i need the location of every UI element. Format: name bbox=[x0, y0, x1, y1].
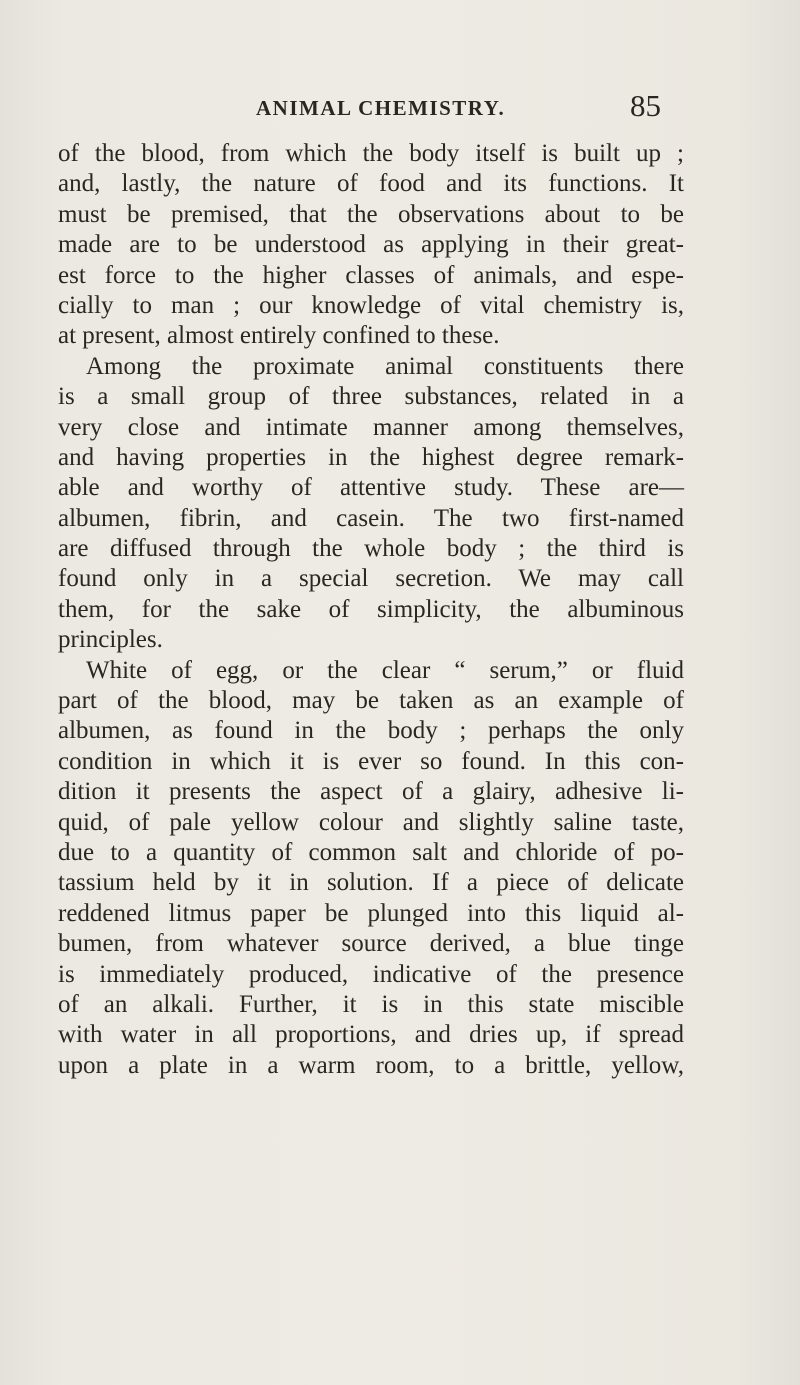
text-line: and having properties in the highest degree remark- bbox=[58, 443, 684, 471]
text-line: of an alkali. Further, it is in this state miscible bbox=[58, 990, 684, 1018]
text-line: found only in a special secretion. We may call bbox=[58, 565, 684, 593]
body-text bbox=[58, 139, 684, 1081]
running-title: ANIMAL CHEMISTRY. bbox=[256, 96, 506, 120]
text-line: made are to be understood as applying in their great- bbox=[58, 231, 684, 259]
text-line: are diffused through the whole body ; the third is bbox=[58, 535, 684, 563]
text-line: bumen, from whatever source derived, a blue tinge bbox=[58, 930, 684, 958]
text-line: quid, of pale yellow colour and slightly saline taste, bbox=[58, 808, 684, 836]
text-line: able and worthy of attentive study. These are— bbox=[58, 474, 684, 502]
running-head bbox=[0, 90, 800, 126]
text-line: is immediately produced, indicative of the presence bbox=[58, 960, 684, 988]
text-line: very close and intimate manner among themselves, bbox=[58, 413, 684, 441]
text-line: albumen, fibrin, and casein. The two first-named bbox=[58, 504, 684, 532]
paragraph-start-line: Among the proximate animal constituents there bbox=[86, 352, 684, 380]
text-line: tassium held by it in solution. If a piece of delicate bbox=[58, 869, 684, 897]
text-line: condition in which it is ever so found. In this con- bbox=[58, 747, 684, 775]
text-line: must be premised, that the observations about to be bbox=[58, 200, 684, 228]
text-line: is a small group of three substances, related in a bbox=[58, 383, 684, 411]
text-line: est force to the higher classes of animals, and espe- bbox=[58, 261, 684, 289]
text-line: of the blood, from which the body itself is built up ; bbox=[58, 140, 684, 167]
text-line: and, lastly, the nature of food and its functions. It bbox=[58, 170, 684, 198]
paragraph-start-line: White of egg, or the clear “ serum,” or fluid bbox=[86, 656, 684, 684]
text-line: reddened litmus paper be plunged into this liquid al- bbox=[58, 899, 684, 927]
text-line: dition it presents the aspect of a glairy, adhesive li- bbox=[58, 778, 684, 806]
text-line: albumen, as found in the body ; perhaps the only bbox=[58, 717, 684, 745]
text-line: upon a plate in a warm room, to a brittle, yellow, bbox=[58, 1051, 684, 1079]
text-line: principles. bbox=[58, 626, 163, 654]
text-line: with water in all proportions, and dries up, if spread bbox=[58, 1021, 684, 1049]
text-line: due to a quantity of common salt and chloride of po- bbox=[58, 838, 684, 866]
page-number: 85 bbox=[630, 88, 661, 123]
text-line: cially to man ; our knowledge of vital chemistry is, bbox=[58, 291, 684, 319]
text-line: them, for the sake of simplicity, the albuminous bbox=[58, 595, 684, 623]
text-line: part of the blood, may be taken as an example of bbox=[58, 687, 684, 715]
text-line: at present, almost entirely confined to these. bbox=[58, 322, 500, 350]
